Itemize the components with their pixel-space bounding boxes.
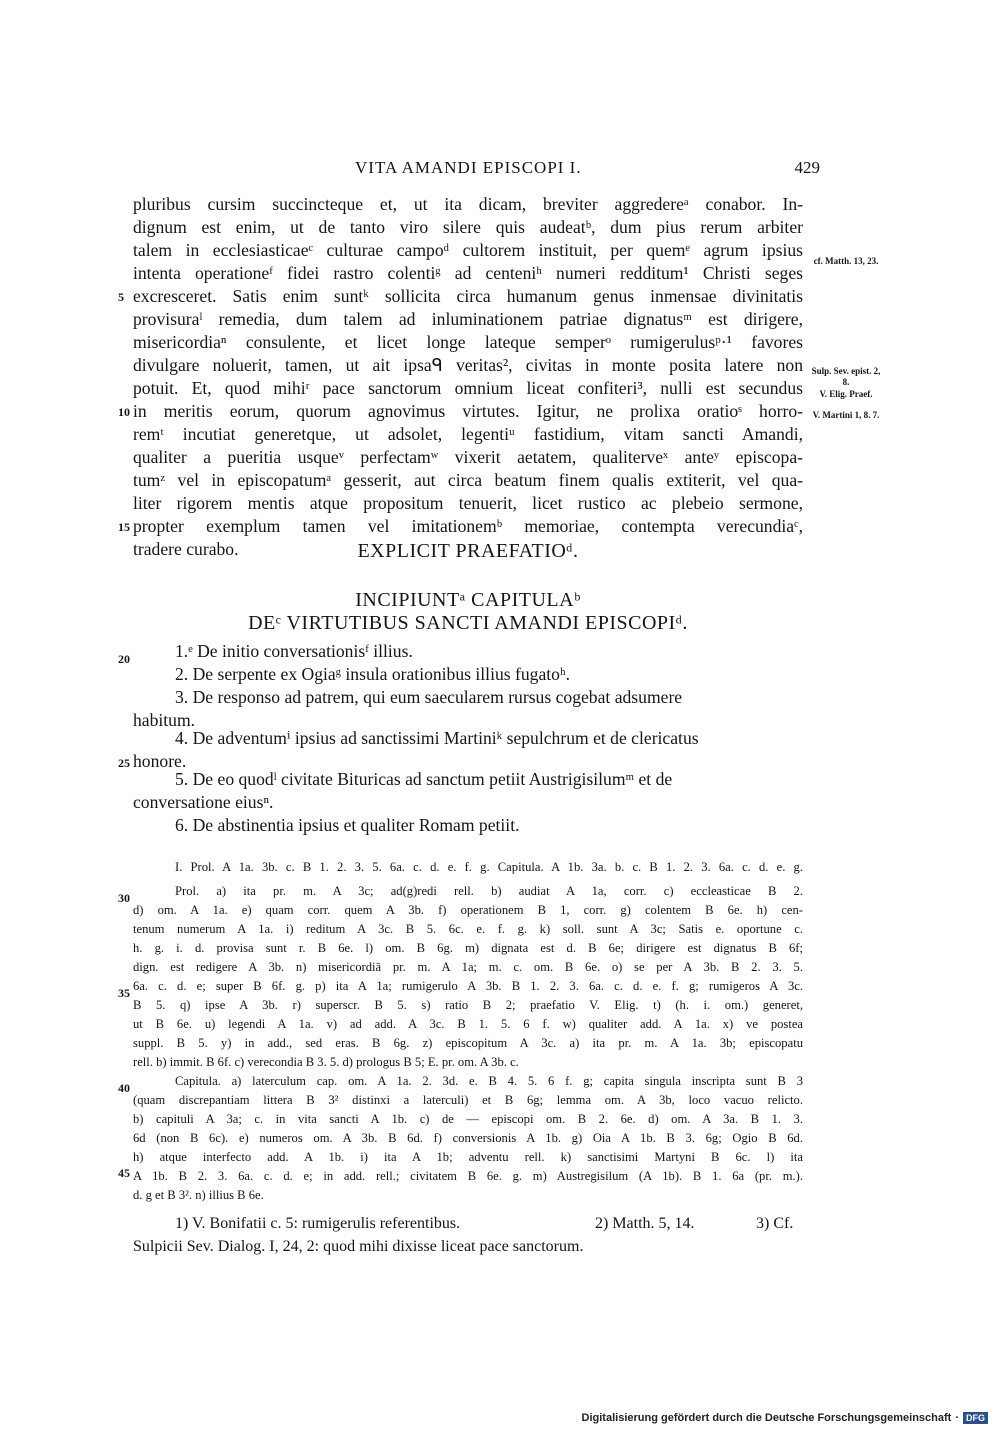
- apparatus-line: Prol. a) ita pr. m. A 3c; ad(g)redi rell. b) audiat A 1a, corr. c) eccleasticae B 2.: [175, 884, 803, 898]
- text-line: divulgare noluerit, tamen, ut ait ipsaᑫ veritas², civitas in monte posita latere non: [133, 355, 803, 375]
- footnote: 3) Cf.: [756, 1215, 794, 1232]
- explicit-heading: EXPLICIT PRAEFATIOᵈ.: [357, 540, 579, 562]
- text-line: qualiter a pueritia usqueᵛ perfectamʷ vixerit aetatem, qualiterveˣ anteʸ episcopa-: [133, 447, 803, 467]
- text-line: tradere curabo.: [133, 539, 239, 559]
- apparatus-line: h) atque interfecto add. A 1b. i) ita A 1b; adventu rell. k) sanctisimi Martyni B 6c. l) ita: [133, 1150, 803, 1164]
- margin-note: V. Martini 1, 8. 7.: [812, 410, 880, 420]
- line-number: 5: [118, 290, 124, 304]
- line-number: 15: [118, 520, 130, 534]
- apparatus-line: h. g. i. d. provisa sunt r. B 6e. l) om. B 6g. m) dignata est d. B 6e; dirigere est dignatus B 6f;: [133, 941, 803, 955]
- text-line: talem in ecclesiasticaeᶜ culturae campoᵈ cultorem instituit, per quemᵉ agrum ipsius: [133, 240, 803, 260]
- text-line: propter exemplum tamen vel imitationemᵇ memoriae, contempta verecundiaᶜ,: [133, 516, 803, 536]
- footer-text: Digitalisierung gefördert durch die Deutsche Forschungsgemeinschaft: [581, 1412, 952, 1424]
- margin-note: V. Elig. Praef.: [819, 389, 873, 399]
- text-line: remᵗ incutiat generetque, ut adsolet, legentiᵘ fastidium, vitam sancti Amandi,: [133, 424, 803, 444]
- line-number: 35: [118, 986, 130, 1000]
- apparatus-line: 6d (non B 6c). e) numeros om. A 3b. B 6d. f) conversionis A 1b. g) Oia A 1b. B 3. 6g; Ogio B 6d.: [133, 1131, 803, 1145]
- apparatus-line: tenum numerum A 1a. i) reditum A 3c. B 5. 6c. e. f. g. k) soll. sunt A 3c; Satis e. oportune c.: [133, 922, 803, 936]
- apparatus-line: d) om. A 1a. e) quam corr. quem A 3b. f) operationem B 1, corr. g) colentem B 6e. h) cen-: [133, 903, 803, 917]
- line-number: 10: [118, 405, 130, 419]
- list-item: habitum.: [133, 710, 196, 730]
- page-number: 429: [794, 158, 820, 177]
- line-number: 45: [118, 1166, 130, 1180]
- apparatus-line: suppl. B 5. y) in add., sed eras. B 6g. z) episcopitum A 3c. a) ita pr. m. A 1a. 3b; episcopatu: [133, 1036, 803, 1050]
- apparatus-line: rell. b) immit. B 6f. c) verecondia B 3. 5. d) prologus B 5; E. pr. om. A 3b. c.: [133, 1055, 519, 1069]
- apparatus-line: b) capituli A 3a; c. in vita sancti A 1b. c) de — episcopi om. B 2. 6e. d) om. A 3a. B 1. 3.: [133, 1112, 803, 1126]
- apparatus-line: ut B 6e. u) legendi A 1a. v) ad add. A 3c. B 1. 5. 6 f. w) qualiter add. A 1a. x) ve postea: [133, 1017, 803, 1031]
- line-number: 40: [118, 1081, 130, 1095]
- apparatus-line: d. g et B 3². n) illius B 6e.: [133, 1188, 264, 1202]
- text-line: pluribus cursim succincteque et, ut ita dicam, breviter aggredereᵃ conabor. In-: [133, 194, 803, 214]
- text-line: tumᶻ vel in episcopatumᵃ gesserit, aut circa beatum finem qualis extiterit, vel qua-: [133, 470, 803, 490]
- line-number: 30: [118, 891, 130, 905]
- list-item: honore.: [133, 751, 187, 771]
- apparatus-line: (quam discrepantiam littera B 3² distinxi a laterculi) et B 6g; lemma om. A 3b, loco vacuo relicto.: [133, 1093, 803, 1107]
- text-line: in meritis eorum, quorum agnovimus virtutes. Igitur, ne prolixa oratioˢ horro-: [133, 401, 803, 421]
- apparatus-line: Capitula. a) laterculum cap. om. A 1a. 2. 3d. e. B 4. 5. 6 f. g; capita singula inscripta sunt B 3: [175, 1074, 803, 1088]
- line-number: 25: [118, 756, 130, 770]
- list-item: 1.ᵉ De initio conversationisᶠ illius.: [175, 641, 413, 661]
- line-number: 20: [118, 652, 130, 666]
- dfg-logo: DFG: [963, 1412, 988, 1424]
- margin-note: cf. Matth. 13, 23.: [813, 256, 879, 266]
- apparatus-line: dign. est redigere A 3b. n) misericordiā pr. m. A 1a; m. c. om. B 6e. o) se per A 3b. B 2. 3. 5.: [133, 960, 803, 974]
- apparatus-line: 6a. c. d. e; super B 6f. g. p) ita A 1a; rumigerulo A 3b. B 1. 2. 3. 6a. c. d. e. f. g; rumigeros A 3c.: [133, 979, 803, 993]
- list-item: 5. De eo quodˡ civitate Bituricas ad sanctum petiit Austrigisilumᵐ et de: [175, 769, 673, 789]
- text-line: liter rigorem mentis atque propositum tenuerit, licet rustico ac plebeio sermone,: [133, 493, 803, 513]
- text-line: provisuraˡ remedia, dum talem ad inluminationem patriae dignatusᵐ est dirigere,: [133, 309, 803, 329]
- list-item: 2. De serpente ex Ogiaᵍ insula orationibus illius fugatoʰ.: [175, 664, 570, 684]
- footnote: 1) V. Bonifatii c. 5: rumigerulis referentibus.: [175, 1215, 461, 1232]
- running-header: [355, 158, 820, 178]
- text-line: potuit. Et, quod mihiʳ pace sanctorum omnium liceat confiteri³, nulli est secundus: [133, 378, 803, 398]
- apparatus-line: B 5. q) ipse A 3b. r) superscr. B 5. s) ratio B 2; praefatio V. Elig. t) (h. i. om.) generet,: [133, 998, 803, 1012]
- text-line: intenta operationeᶠ fidei rastro colentiᵍ ad centeniʰ numeri redditum¹ Christi seges: [133, 263, 803, 283]
- margin-note: Sulp. Sev. epist. 2, 8.: [811, 366, 881, 387]
- list-item: 6. De abstinentia ipsius et qualiter Romam petiit.: [175, 815, 520, 835]
- apparatus-line: I. Prol. A 1a. 3b. c. B 1. 2. 3. 5. 6a. c. d. e. f. g. Capitula. A 1b. 3a. b. c. B 1. 2. 3. 6a. c. d. e. g.: [175, 860, 803, 874]
- list-item: 4. De adventumⁱ ipsius ad sanctissimi Martiniᵏ sepulchrum et de clericatus: [175, 728, 699, 748]
- footnote-continuation: Sulpicii Sev. Dialog. I, 24, 2: quod mihi dixisse liceat pace sanctorum.: [133, 1238, 584, 1255]
- list-item: conversatione eiusⁿ.: [133, 792, 274, 812]
- text-line: dignum est enim, ut de tanto viro silere quis audeatᵇ, dum pius rerum arbiter: [133, 217, 803, 237]
- running-title: VITA AMANDI EPISCOPI I.: [355, 158, 582, 177]
- capitula-subheading: DEᶜ VIRTUTIBUS SANCTI AMANDI EPISCOPIᵈ.: [248, 612, 688, 634]
- footer-separator: ·: [955, 1412, 959, 1424]
- text-line: excresceret. Satis enim suntᵏ sollicita circa humanum genus inmensae divinitatis: [133, 286, 803, 306]
- capitula-heading: INCIPIUNTᵃ CAPITULAᵇ: [355, 589, 581, 611]
- list-item: 3. De responso ad patrem, qui eum saecularem rursus cogebat adsumere: [175, 687, 683, 707]
- digitization-footer: [582, 1412, 988, 1424]
- text-line: misericordiaⁿ consulente, et licet longe lateque semperᵒ rumigerulusᵖ·¹ favores: [133, 332, 803, 352]
- apparatus-line: A 1b. B 2. 3. 6a. c. d. e; in add. rell.; civitatem B 6e. g. m) Austregisilum (A 1b). B 1. 6a (pr. m.).: [133, 1169, 803, 1183]
- footnote: 2) Matth. 5, 14.: [595, 1215, 695, 1232]
